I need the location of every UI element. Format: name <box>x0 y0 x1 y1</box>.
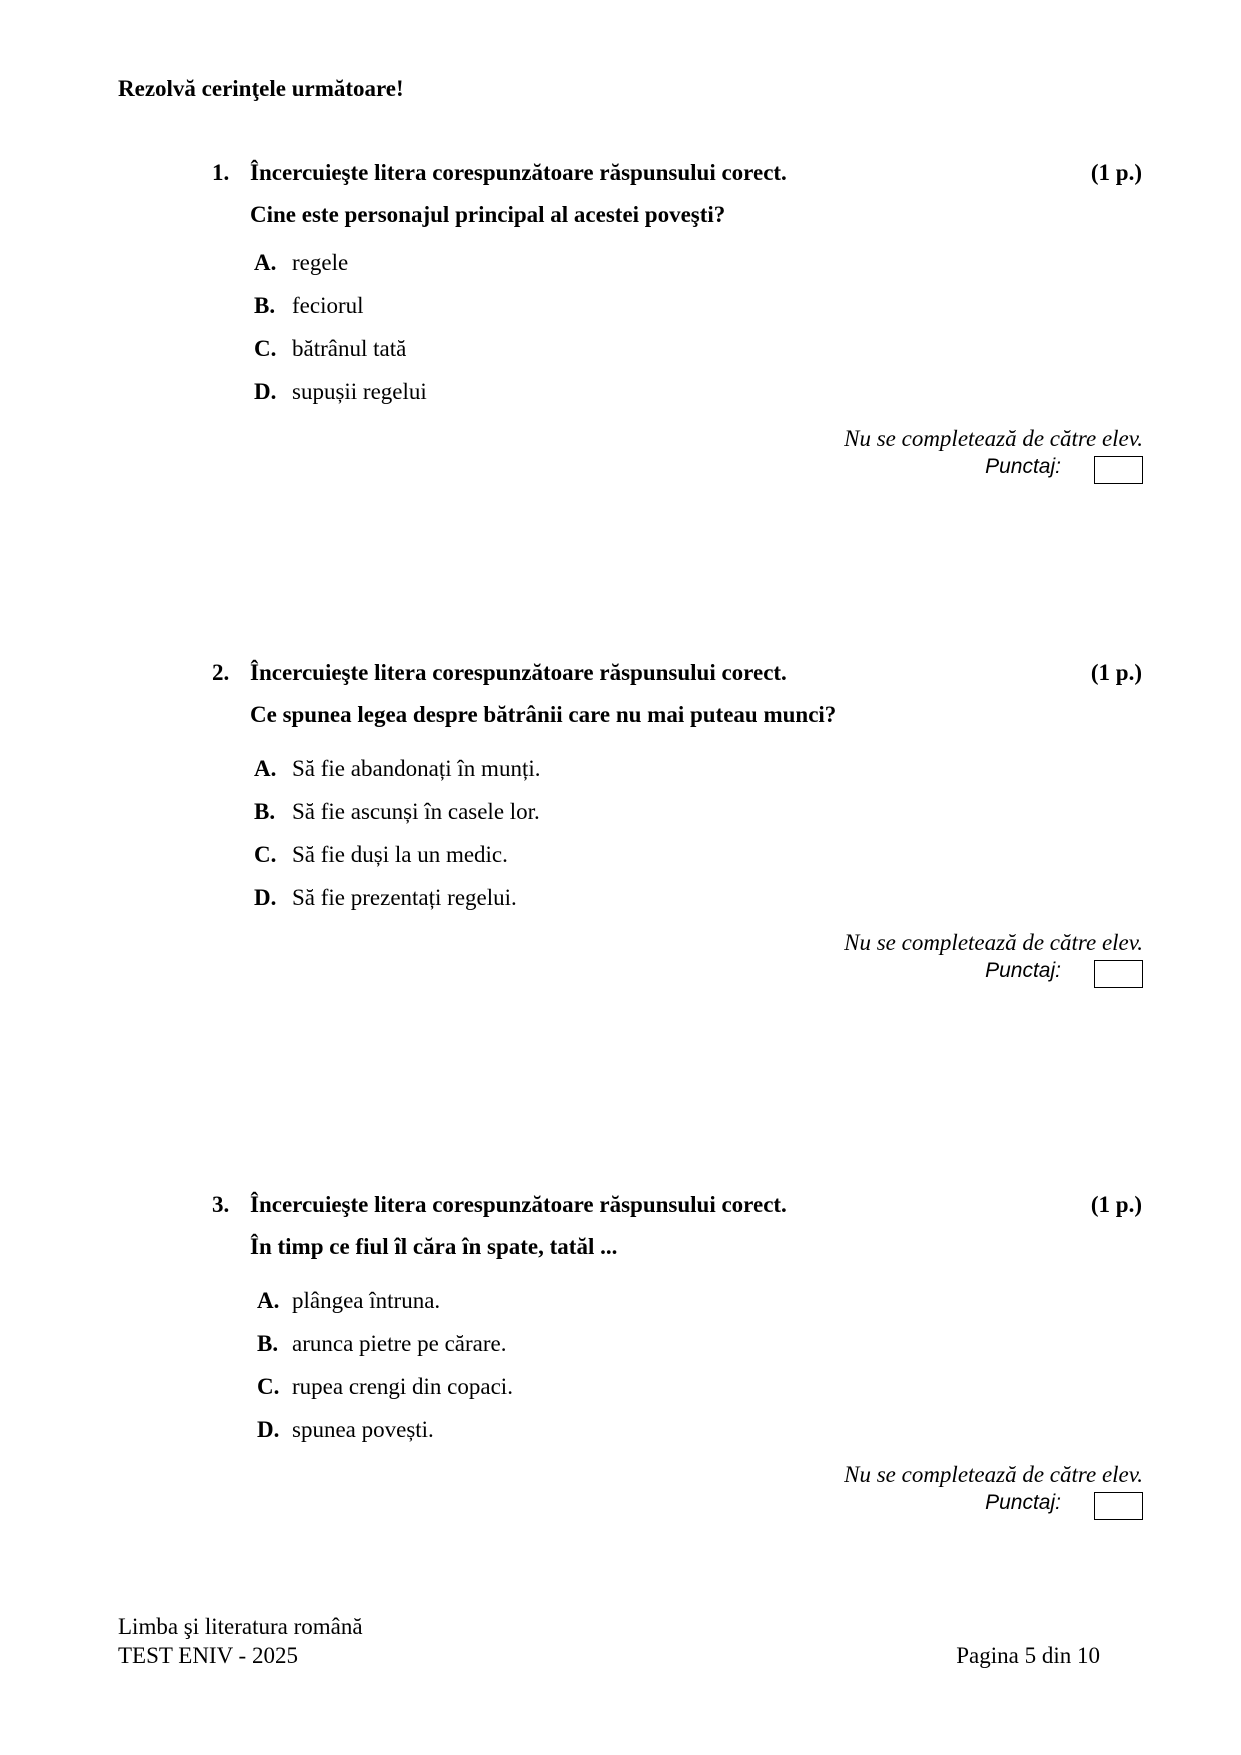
general-instruction: Rezolvă cerinţele următoare! <box>118 76 404 101</box>
option-letter[interactable]: B. <box>254 799 276 824</box>
option-d[interactable] <box>254 379 427 422</box>
option-a[interactable] <box>254 250 427 293</box>
grading-note: Nu se completează de către elev. <box>844 1462 1143 1487</box>
option-letter[interactable]: B. <box>254 293 276 318</box>
option-letter[interactable]: C. <box>254 336 277 361</box>
option-c[interactable] <box>257 1374 513 1417</box>
option-letter[interactable]: D. <box>254 885 277 910</box>
score-label: Punctaj: <box>985 1491 1061 1514</box>
option-b[interactable] <box>254 293 427 336</box>
option-letter[interactable]: B. <box>257 1331 279 1356</box>
option-text: arunca pietre pe cărare. <box>292 1331 507 1356</box>
option-text: Să fie duși la un medic. <box>292 842 508 867</box>
option-b[interactable] <box>254 799 540 842</box>
question-points: (1 p.) <box>1090 660 1142 685</box>
question-instruction: Încercuieşte litera corespunzătoare răspunsului corect. <box>250 160 787 185</box>
option-c[interactable] <box>254 336 427 379</box>
score-box[interactable] <box>1094 960 1143 988</box>
option-letter[interactable]: A. <box>254 250 277 275</box>
option-text: Să fie prezentați regelui. <box>292 885 517 910</box>
question-number: 3. <box>212 1192 230 1217</box>
option-letter[interactable]: D. <box>254 379 277 404</box>
footer-subject: Limba şi literatura română <box>118 1614 363 1639</box>
option-text: feciorul <box>292 293 364 318</box>
option-text: plângea întruna. <box>292 1288 441 1313</box>
option-text: Să fie ascunși în casele lor. <box>292 799 540 824</box>
grading-section <box>723 1462 1143 1532</box>
question-number: 1. <box>212 160 230 185</box>
question-text: Ce spunea legea despre bătrânii care nu mai puteau munci? <box>250 702 837 727</box>
grading-note: Nu se completează de către elev. <box>844 426 1143 451</box>
option-text: bătrânul tată <box>292 336 407 361</box>
option-letter[interactable]: A. <box>254 756 277 781</box>
question-instruction: Încercuieşte litera corespunzătoare răspunsului corect. <box>250 660 787 685</box>
option-text: Să fie abandonați în munți. <box>292 756 541 781</box>
option-c[interactable] <box>254 842 540 885</box>
score-label: Punctaj: <box>985 959 1061 982</box>
question-text: În timp ce fiul îl căra în spate, tatăl ... <box>250 1234 618 1259</box>
option-letter[interactable]: C. <box>254 842 277 867</box>
option-text: supușii regelui <box>292 379 427 404</box>
question-header <box>212 160 1142 190</box>
option-a[interactable] <box>254 756 540 799</box>
option-text: rupea crengi din copaci. <box>292 1374 513 1399</box>
page-number: Pagina 5 din 10 <box>956 1643 1100 1668</box>
score-box[interactable] <box>1094 456 1143 484</box>
grading-section <box>723 930 1143 1000</box>
answer-options <box>257 1288 513 1460</box>
question-text: Cine este personajul principal al acestei poveşti? <box>250 202 726 227</box>
option-letter[interactable]: D. <box>257 1417 280 1442</box>
option-letter[interactable]: A. <box>257 1288 280 1313</box>
question-points: (1 p.) <box>1090 1192 1142 1217</box>
question-number: 2. <box>212 660 230 685</box>
answer-options <box>254 756 540 928</box>
question-header <box>212 660 1142 690</box>
question-header <box>212 1192 1142 1222</box>
option-text: regele <box>292 250 349 275</box>
score-label: Punctaj: <box>985 455 1061 478</box>
option-letter[interactable]: C. <box>257 1374 280 1399</box>
grading-section <box>723 426 1143 496</box>
question-instruction: Încercuieşte litera corespunzătoare răspunsului corect. <box>250 1192 787 1217</box>
grading-note: Nu se completează de către elev. <box>844 930 1143 955</box>
option-d[interactable] <box>257 1417 513 1460</box>
option-a[interactable] <box>257 1288 513 1331</box>
answer-options <box>254 250 427 422</box>
option-b[interactable] <box>257 1331 513 1374</box>
score-box[interactable] <box>1094 1492 1143 1520</box>
question-points: (1 p.) <box>1090 160 1142 185</box>
footer-test-name: TEST ENIV - 2025 <box>118 1643 298 1668</box>
option-text: spunea povești. <box>292 1417 434 1442</box>
footer-info <box>118 1612 363 1670</box>
option-d[interactable] <box>254 885 540 928</box>
